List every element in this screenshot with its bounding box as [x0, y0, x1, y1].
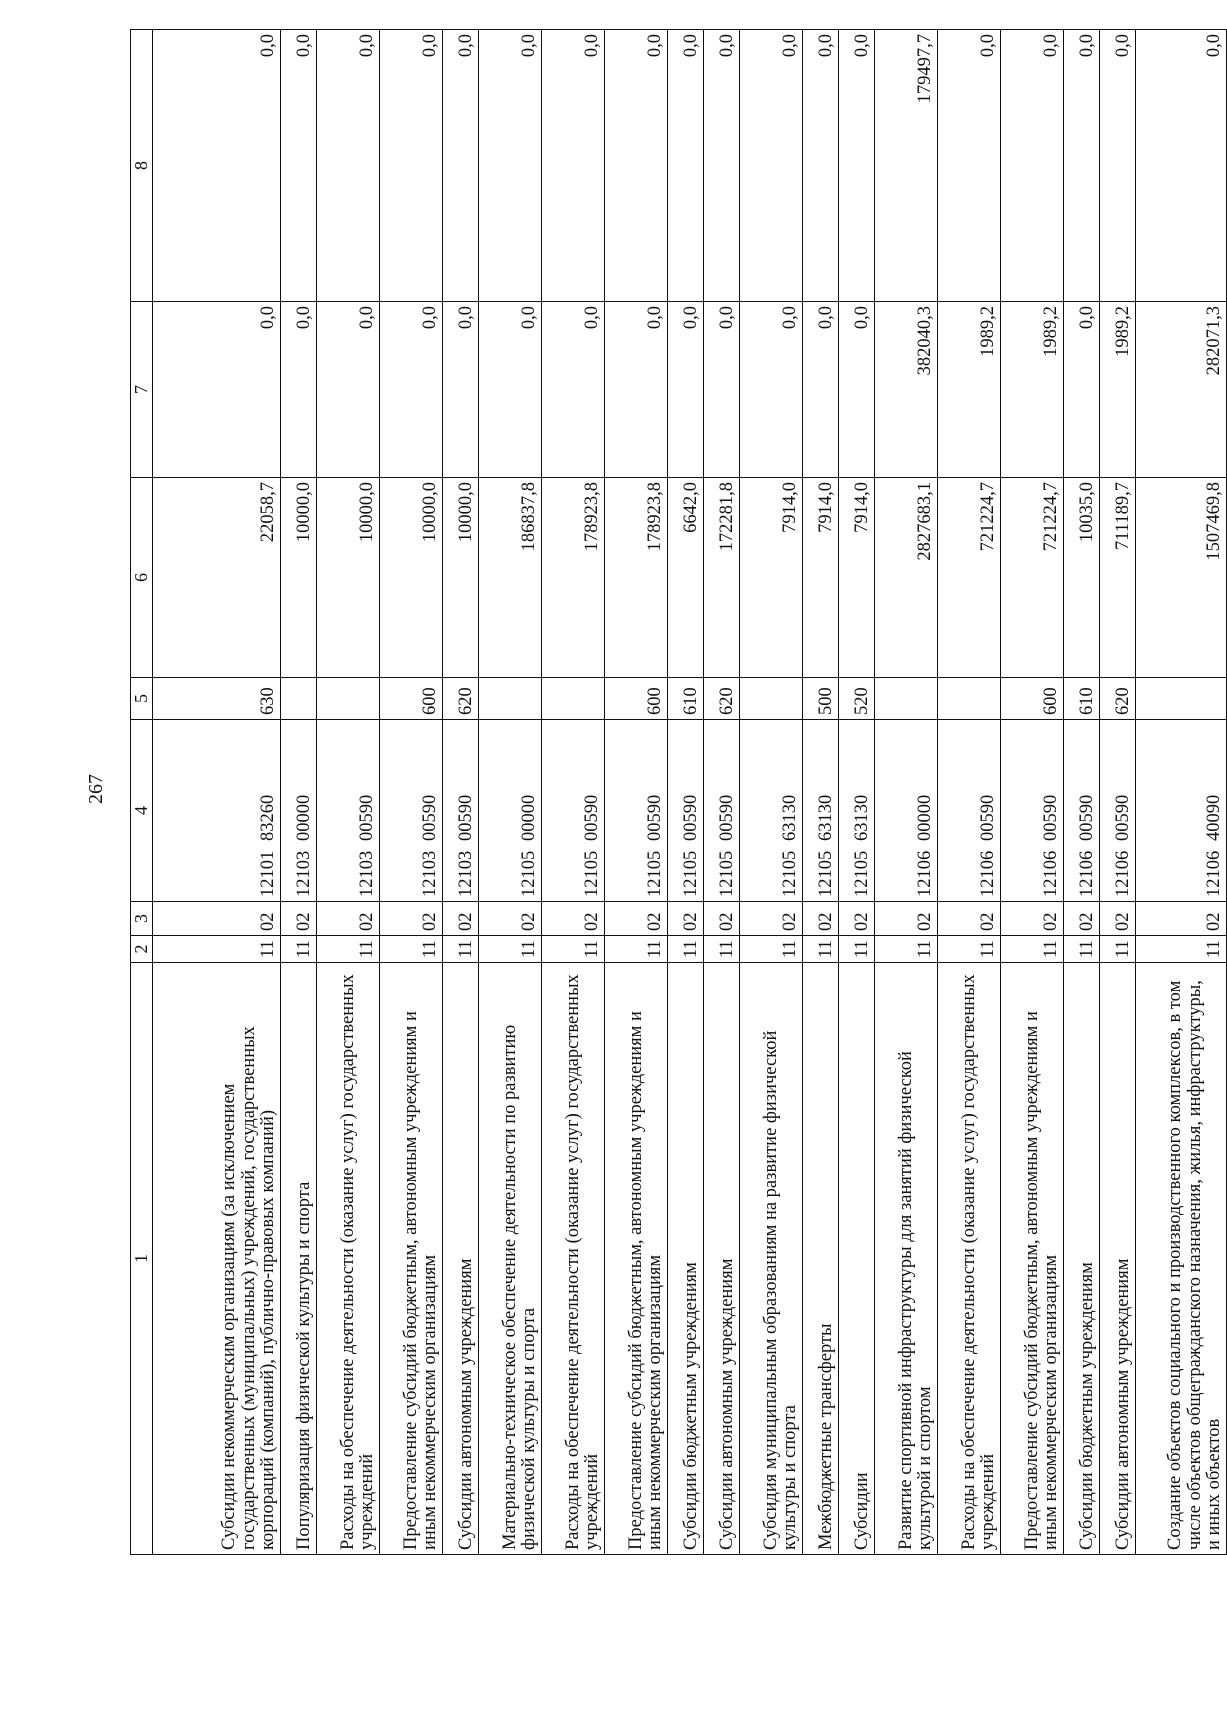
amount-col6-cell: 7914,0	[839, 478, 875, 678]
expense-type-cell: 600	[380, 678, 443, 720]
amount-col6-cell: 6642,0	[668, 478, 704, 678]
row-name-cell: Субсидии	[839, 963, 875, 1555]
column-header: 6	[131, 478, 153, 678]
expense-type-cell: 600	[605, 678, 668, 720]
target-article-cell	[1136, 720, 1227, 902]
target-article-direction: 00590	[645, 794, 666, 841]
target-article-cell	[479, 720, 542, 902]
amount-col7-cell: 0,0	[380, 302, 443, 478]
subsection-cell: 02	[479, 902, 542, 936]
amount-col7-cell: 0,0	[317, 302, 380, 478]
target-article-direction: 00590	[1113, 794, 1134, 841]
row-name-cell: Субсидии некоммерческим организациям (за исключением государственных (муниципальных) учреждений, государственных корпораций (компаний), публично-правовых компаний)	[153, 963, 281, 1555]
target-article-cell	[803, 720, 839, 902]
section-cell: 11	[317, 936, 380, 963]
amount-col7-cell: 282071,3	[1136, 302, 1227, 478]
amount-col7-cell: 382040,3	[875, 302, 938, 478]
amount-col6-cell: 178923,8	[542, 478, 605, 678]
amount-col6-cell: 172281,8	[704, 478, 740, 678]
expense-type-cell	[281, 678, 317, 720]
section-cell: 11	[1064, 936, 1100, 963]
expense-type-cell	[1136, 678, 1227, 720]
column-header: 7	[131, 302, 153, 478]
amount-col8-cell: 0,0	[740, 30, 803, 302]
expense-type-cell: 610	[668, 678, 704, 720]
table-row	[938, 30, 1001, 1555]
target-article-cell	[740, 720, 803, 902]
expense-type-cell	[938, 678, 1001, 720]
amount-col6-cell: 10035,0	[1064, 478, 1100, 678]
amount-col8-cell: 0,0	[1136, 30, 1227, 302]
amount-col6-cell: 711189,7	[1100, 478, 1136, 678]
target-article-direction: 00590	[1077, 794, 1098, 841]
row-name-cell: Субсидия муниципальным образованиям на развитие физической культуры и спорта	[740, 963, 803, 1555]
table-row	[153, 30, 281, 1555]
row-name-cell: Субсидии бюджетным учреждениям	[668, 963, 704, 1555]
amount-col8-cell: 0,0	[704, 30, 740, 302]
column-header: 5	[131, 678, 153, 720]
target-article-direction: 63130	[816, 794, 837, 841]
section-cell: 11	[803, 936, 839, 963]
target-article-program: 12106	[915, 850, 936, 897]
row-name-cell: Субсидии автономным учреждениям	[443, 963, 479, 1555]
table-row	[668, 30, 704, 1555]
table-row	[1064, 30, 1100, 1555]
target-article-program: 12105	[519, 850, 540, 897]
expense-type-cell	[542, 678, 605, 720]
target-article-cell	[938, 720, 1001, 902]
target-article-program: 12106	[978, 850, 999, 897]
amount-col6-cell: 10000,0	[443, 478, 479, 678]
expense-type-cell: 620	[704, 678, 740, 720]
amount-col7-cell: 0,0	[542, 302, 605, 478]
subsection-cell: 02	[803, 902, 839, 936]
amount-col7-cell: 1989,2	[1001, 302, 1064, 478]
amount-col6-cell: 10000,0	[380, 478, 443, 678]
section-cell: 11	[153, 936, 281, 963]
column-header: 3	[131, 902, 153, 936]
table-row	[281, 30, 317, 1555]
amount-col6-cell: 10000,0	[281, 478, 317, 678]
subsection-cell: 02	[317, 902, 380, 936]
amount-col8-cell: 0,0	[380, 30, 443, 302]
rotated-table-container	[130, 30, 1225, 1555]
table-row	[1136, 30, 1227, 1555]
amount-col7-cell: 1989,2	[938, 302, 1001, 478]
section-cell: 11	[443, 936, 479, 963]
row-name-cell: Расходы на обеспечение деятельности (оказание услуг) государственных учреждений	[938, 963, 1001, 1555]
table-row	[704, 30, 740, 1555]
table-row	[839, 30, 875, 1555]
expense-type-cell: 520	[839, 678, 875, 720]
target-article-direction: 63130	[852, 794, 873, 841]
column-header: 1	[131, 963, 153, 1555]
page-number: 267	[85, 774, 107, 804]
section-cell: 11	[281, 936, 317, 963]
target-article-cell	[839, 720, 875, 902]
subsection-cell: 02	[542, 902, 605, 936]
expense-type-cell	[317, 678, 380, 720]
target-article-program: 12105	[681, 850, 702, 897]
expense-type-cell: 630	[153, 678, 281, 720]
target-article-program: 12105	[645, 850, 666, 897]
amount-col7-cell: 1989,2	[1100, 302, 1136, 478]
target-article-direction: 00590	[357, 794, 378, 841]
row-name-cell: Субсидии автономным учреждениям	[1100, 963, 1136, 1555]
target-article-cell	[1100, 720, 1136, 902]
amount-col6-cell: 22058,7	[153, 478, 281, 678]
amount-col8-cell: 0,0	[839, 30, 875, 302]
table-row	[542, 30, 605, 1555]
amount-col6-cell: 7914,0	[740, 478, 803, 678]
amount-col7-cell: 0,0	[668, 302, 704, 478]
row-name-cell: Предоставление субсидий бюджетным, автономным учреждениям и иным некоммерческим организациям	[1001, 963, 1064, 1555]
target-article-program: 12105	[816, 850, 837, 897]
amount-col6-cell: 7914,0	[803, 478, 839, 678]
target-article-program: 12103	[294, 850, 315, 897]
amount-col8-cell: 179497,7	[875, 30, 938, 302]
column-header: 4	[131, 720, 153, 902]
target-article-cell	[153, 720, 281, 902]
target-article-program: 12106	[1204, 850, 1225, 897]
expense-type-cell: 620	[1100, 678, 1136, 720]
target-article-direction: 83260	[258, 794, 279, 841]
target-article-program: 12101	[258, 850, 279, 897]
table-row	[740, 30, 803, 1555]
section-cell: 11	[542, 936, 605, 963]
target-article-cell	[704, 720, 740, 902]
target-article-direction: 00590	[681, 794, 702, 841]
table-row	[443, 30, 479, 1555]
section-cell: 11	[839, 936, 875, 963]
target-article-program: 12106	[1077, 850, 1098, 897]
target-article-program: 12103	[420, 850, 441, 897]
target-article-cell	[1064, 720, 1100, 902]
expense-type-cell	[875, 678, 938, 720]
amount-col6-cell: 721224,7	[1001, 478, 1064, 678]
amount-col6-cell: 186837,8	[479, 478, 542, 678]
target-article-program: 12103	[456, 850, 477, 897]
row-name-cell: Межбюджетные трансферты	[803, 963, 839, 1555]
expense-type-cell	[740, 678, 803, 720]
target-article-direction: 00000	[915, 794, 936, 841]
amount-col7-cell: 0,0	[704, 302, 740, 478]
target-article-cell	[380, 720, 443, 902]
section-cell: 11	[605, 936, 668, 963]
section-cell: 11	[479, 936, 542, 963]
target-article-direction: 00590	[717, 794, 738, 841]
row-name-cell: Расходы на обеспечение деятельности (оказание услуг) государственных учреждений	[317, 963, 380, 1555]
amount-col8-cell: 0,0	[1064, 30, 1100, 302]
target-article-direction: 00590	[1041, 794, 1062, 841]
subsection-cell: 02	[1136, 902, 1227, 936]
subsection-cell: 02	[380, 902, 443, 936]
amount-col8-cell: 0,0	[281, 30, 317, 302]
target-article-direction: 00590	[420, 794, 441, 841]
section-cell: 11	[938, 936, 1001, 963]
row-name-cell: Материально-техническое обеспечение деятельности по развитию физической культуры и спорта	[479, 963, 542, 1555]
column-header: 8	[131, 30, 153, 302]
target-article-cell	[281, 720, 317, 902]
target-article-cell	[317, 720, 380, 902]
amount-col8-cell: 0,0	[443, 30, 479, 302]
column-number-row	[131, 30, 153, 1555]
amount-col8-cell: 0,0	[153, 30, 281, 302]
amount-col6-cell: 10000,0	[317, 478, 380, 678]
subsection-cell: 02	[875, 902, 938, 936]
row-name-cell: Предоставление субсидий бюджетным, автономным учреждениям и иным некоммерческим организациям	[605, 963, 668, 1555]
subsection-cell: 02	[605, 902, 668, 936]
table-body	[131, 30, 1227, 1555]
row-name-cell: Популяризация физической культуры и спорта	[281, 963, 317, 1555]
amount-col6-cell: 178923,8	[605, 478, 668, 678]
target-article-program: 12105	[582, 850, 603, 897]
subsection-cell: 02	[1064, 902, 1100, 936]
target-article-cell	[875, 720, 938, 902]
subsection-cell: 02	[1100, 902, 1136, 936]
table-row	[875, 30, 938, 1555]
amount-col7-cell: 0,0	[443, 302, 479, 478]
subsection-cell: 02	[704, 902, 740, 936]
expense-type-cell: 500	[803, 678, 839, 720]
target-article-program: 12103	[357, 850, 378, 897]
amount-col8-cell: 0,0	[1100, 30, 1136, 302]
subsection-cell: 02	[668, 902, 704, 936]
table-row	[380, 30, 443, 1555]
row-name-cell: Развитие спортивной инфраструктуры для занятий физической культурой и спортом	[875, 963, 938, 1555]
section-cell: 11	[1136, 936, 1227, 963]
target-article-direction: 40090	[1204, 794, 1225, 841]
amount-col6-cell: 1507469,8	[1136, 478, 1227, 678]
amount-col7-cell: 0,0	[479, 302, 542, 478]
subsection-cell: 02	[443, 902, 479, 936]
target-article-cell	[1001, 720, 1064, 902]
row-name-cell: Субсидии автономным учреждениям	[704, 963, 740, 1555]
subsection-cell: 02	[740, 902, 803, 936]
target-article-program: 12105	[780, 850, 801, 897]
budget-table	[130, 29, 1227, 1555]
table-row	[317, 30, 380, 1555]
amount-col7-cell: 0,0	[605, 302, 668, 478]
amount-col6-cell: 721224,7	[938, 478, 1001, 678]
target-article-direction: 00590	[582, 794, 603, 841]
section-cell: 11	[875, 936, 938, 963]
target-article-direction: 00590	[456, 794, 477, 841]
target-article-program: 12105	[852, 850, 873, 897]
expense-type-cell	[479, 678, 542, 720]
section-cell: 11	[1100, 936, 1136, 963]
table-row	[1100, 30, 1136, 1555]
amount-col8-cell: 0,0	[542, 30, 605, 302]
expense-type-cell: 620	[443, 678, 479, 720]
amount-col7-cell: 0,0	[740, 302, 803, 478]
target-article-direction: 00590	[978, 794, 999, 841]
section-cell: 11	[740, 936, 803, 963]
amount-col7-cell: 0,0	[1064, 302, 1100, 478]
target-article-program: 12106	[1113, 850, 1134, 897]
table-row	[605, 30, 668, 1555]
section-cell: 11	[1001, 936, 1064, 963]
table-row	[479, 30, 542, 1555]
amount-col8-cell: 0,0	[317, 30, 380, 302]
amount-col8-cell: 0,0	[1001, 30, 1064, 302]
expense-type-cell: 610	[1064, 678, 1100, 720]
row-name-cell: Предоставление субсидий бюджетным, автономным учреждениям и иным некоммерческим организациям	[380, 963, 443, 1555]
target-article-cell	[605, 720, 668, 902]
target-article-cell	[668, 720, 704, 902]
amount-col6-cell: 2827683,1	[875, 478, 938, 678]
row-name-cell: Субсидии бюджетным учреждениям	[1064, 963, 1100, 1555]
target-article-cell	[443, 720, 479, 902]
amount-col7-cell: 0,0	[153, 302, 281, 478]
target-article-direction: 63130	[780, 794, 801, 841]
expense-type-cell: 600	[1001, 678, 1064, 720]
row-name-cell: Расходы на обеспечение деятельности (оказание услуг) государственных учреждений	[542, 963, 605, 1555]
table-row	[803, 30, 839, 1555]
section-cell: 11	[704, 936, 740, 963]
subsection-cell: 02	[839, 902, 875, 936]
subsection-cell: 02	[153, 902, 281, 936]
target-article-direction: 00000	[519, 794, 540, 841]
target-article-program: 12106	[1041, 850, 1062, 897]
amount-col8-cell: 0,0	[668, 30, 704, 302]
amount-col7-cell: 0,0	[839, 302, 875, 478]
amount-col8-cell: 0,0	[605, 30, 668, 302]
target-article-program: 12105	[717, 850, 738, 897]
amount-col8-cell: 0,0	[938, 30, 1001, 302]
amount-col7-cell: 0,0	[803, 302, 839, 478]
amount-col8-cell: 0,0	[479, 30, 542, 302]
target-article-cell	[542, 720, 605, 902]
amount-col7-cell: 0,0	[281, 302, 317, 478]
amount-col8-cell: 0,0	[803, 30, 839, 302]
subsection-cell: 02	[281, 902, 317, 936]
subsection-cell: 02	[938, 902, 1001, 936]
target-article-direction: 00000	[294, 794, 315, 841]
subsection-cell: 02	[1001, 902, 1064, 936]
section-cell: 11	[380, 936, 443, 963]
column-header: 2	[131, 936, 153, 963]
table-row	[1001, 30, 1064, 1555]
section-cell: 11	[668, 936, 704, 963]
row-name-cell: Создание объектов социального и производственного комплексов, в том числе объектов общегражданского назначения, жилья, инфраструктуры, и иных объектов	[1136, 963, 1227, 1555]
